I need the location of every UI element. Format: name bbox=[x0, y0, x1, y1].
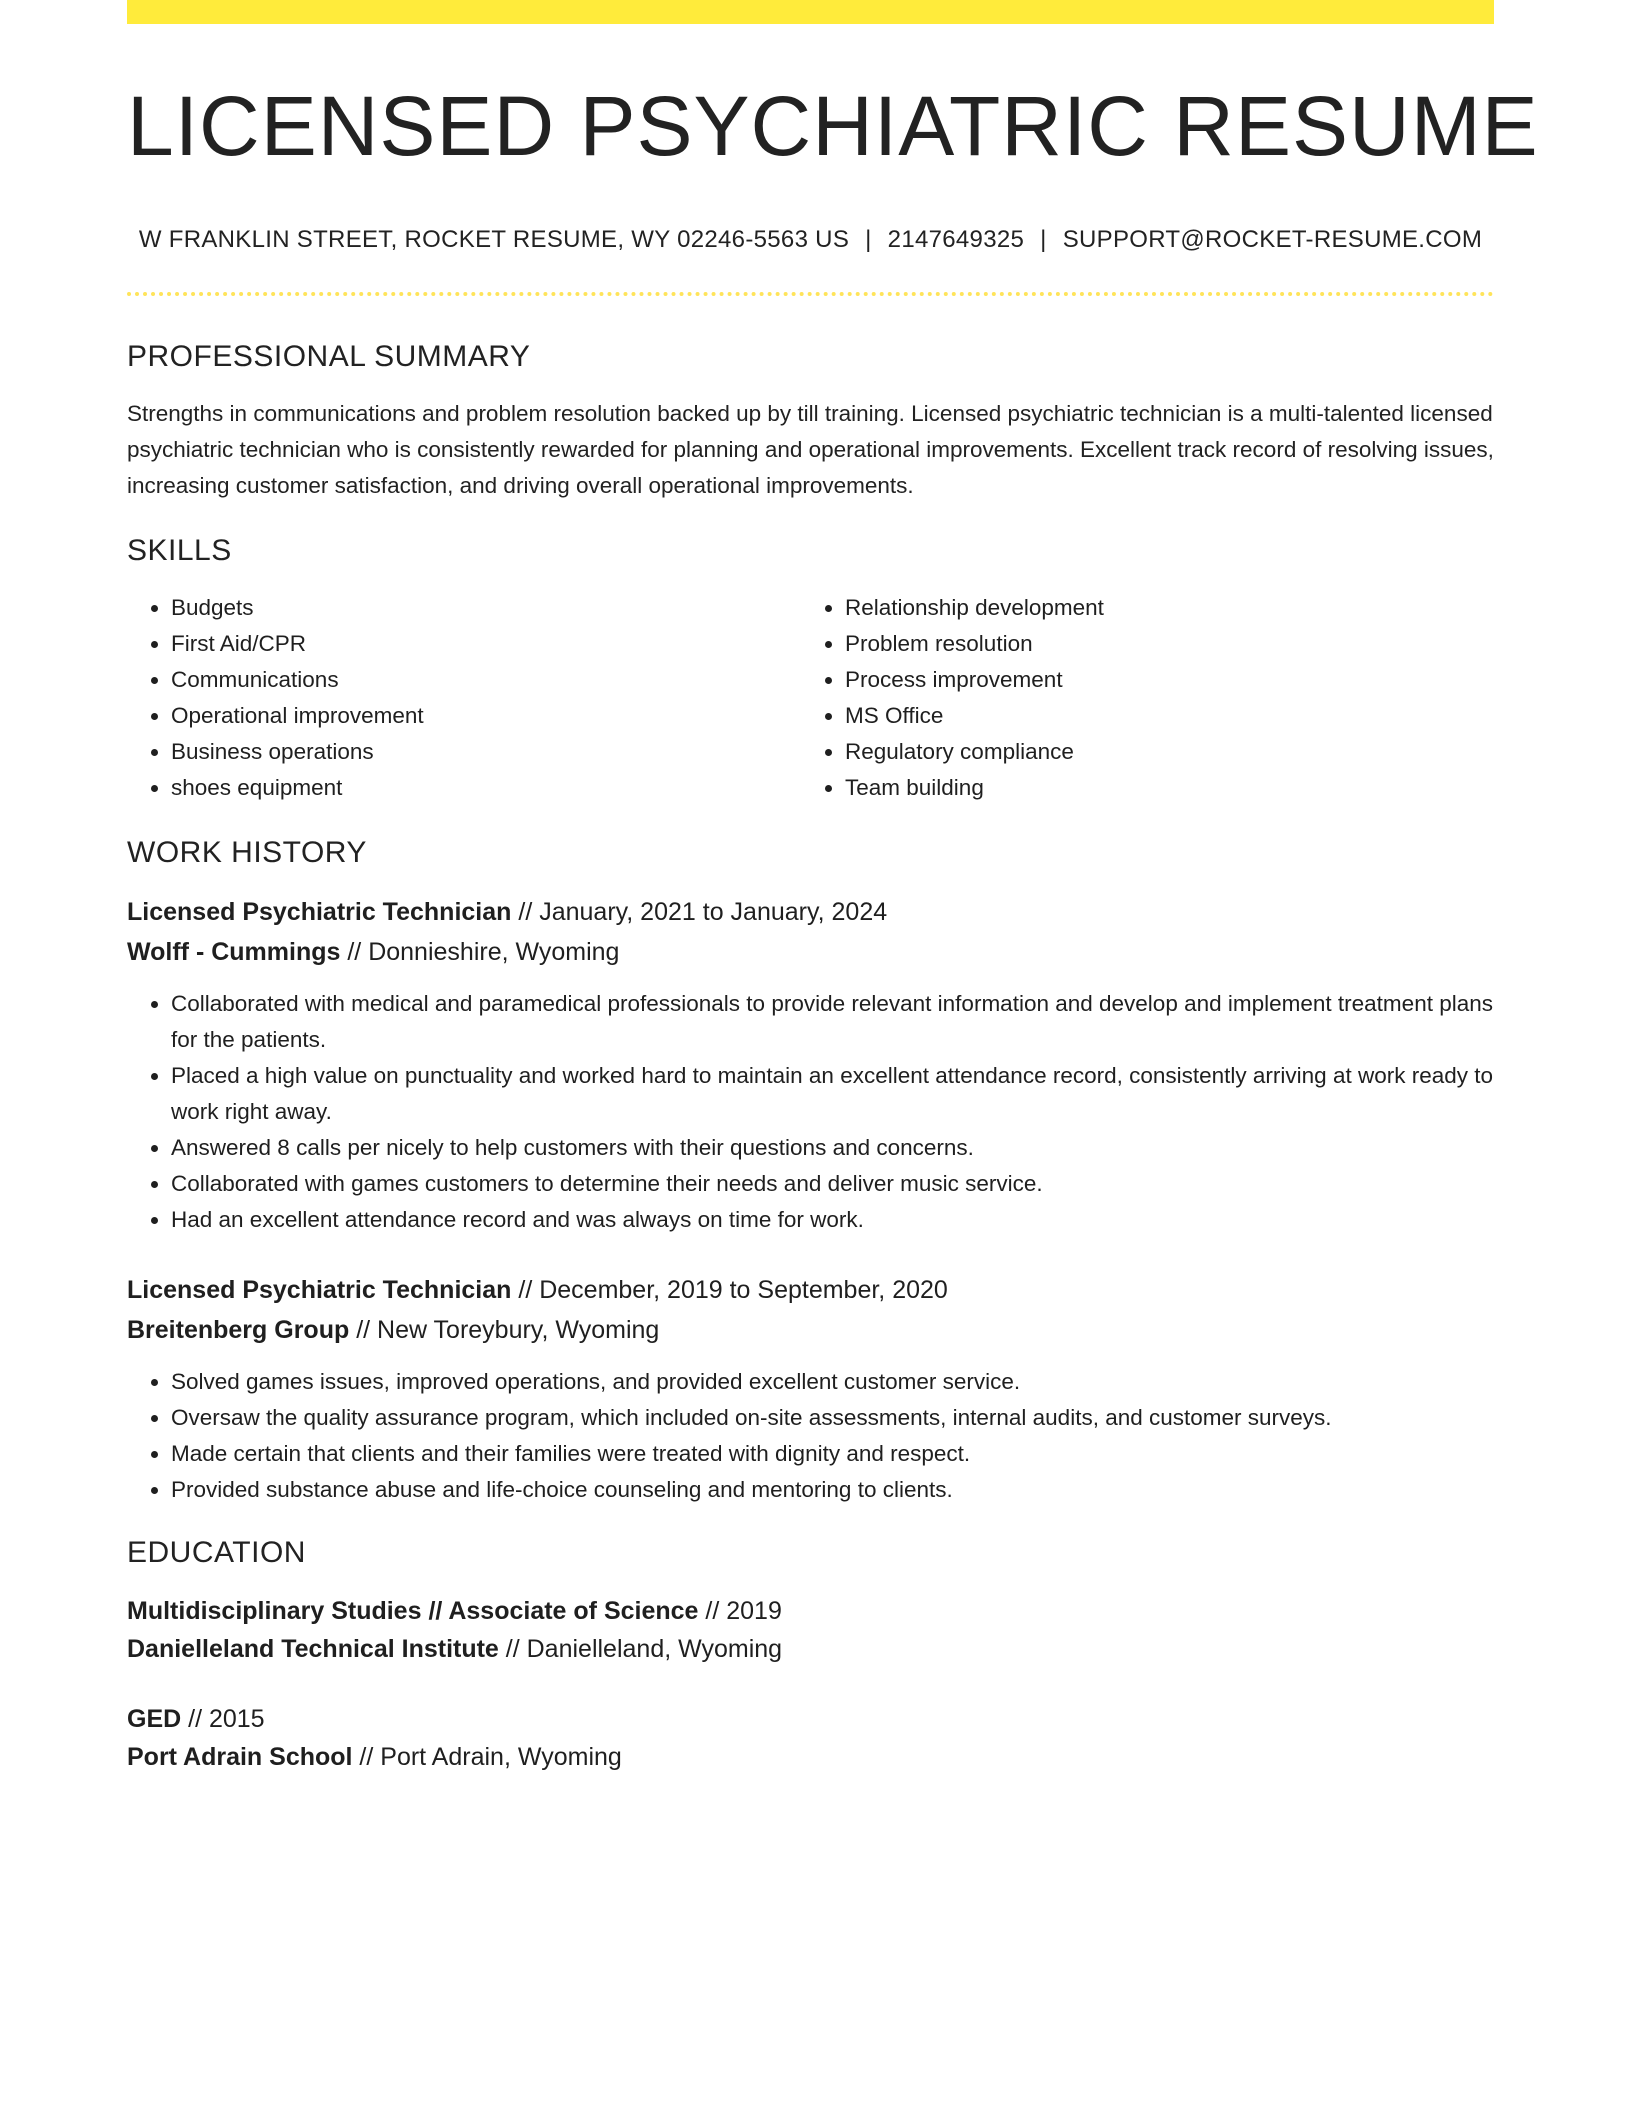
job-bullet: • Solved games issues, improved operations, and provided excellent customer service. bbox=[171, 1364, 1494, 1400]
job-company-line bbox=[127, 1310, 1494, 1350]
education-heading: EDUCATION bbox=[127, 1536, 306, 1569]
job-bullets bbox=[127, 986, 1494, 1238]
education-school-line bbox=[127, 1630, 1494, 1668]
job-role-line bbox=[127, 1270, 1494, 1310]
job-location: // Donnieshire, Wyoming bbox=[340, 938, 620, 966]
skill-item: • MS Office bbox=[845, 698, 1475, 734]
education-year: // 2015 bbox=[181, 1705, 265, 1733]
skill-item: • shoes equipment bbox=[171, 770, 801, 806]
education-location: // Danielleland, Wyoming bbox=[498, 1635, 783, 1663]
summary-text: Strengths in communications and problem resolution backed up by till training. Licensed psychiatric technician is a multi-talented licensed psychiatric technician who is consistently rewarded for planning and operational improvements. Excellent track record of resolving issues, increasing customer satisfaction, and driving overall operational improvements. bbox=[127, 401, 1494, 498]
education-degree: Multidisciplinary Studies // Associate of Science bbox=[127, 1597, 699, 1625]
job-company-line bbox=[127, 932, 1494, 972]
skill-item: • Communications bbox=[171, 662, 801, 698]
dotted-divider bbox=[127, 292, 1494, 296]
job-bullet: • Placed a high value on punctuality and worked hard to maintain an excellent attendance record, consistently arriving at work ready to work right away. bbox=[171, 1058, 1494, 1130]
job-bullets bbox=[127, 1364, 1494, 1508]
job-role: Licensed Psychiatric Technician bbox=[127, 898, 512, 926]
education-degree-line bbox=[127, 1700, 1494, 1738]
skill-item: • First Aid/CPR bbox=[171, 626, 801, 662]
skill-item: • Relationship development bbox=[845, 590, 1475, 626]
contact-email: SUPPORT@ROCKET-RESUME.COM bbox=[1062, 226, 1483, 253]
job-bullet: • Collaborated with games customers to determine their needs and deliver music service. bbox=[171, 1166, 1494, 1202]
job-location: // New Toreybury, Wyoming bbox=[349, 1316, 660, 1344]
job-role: Licensed Psychiatric Technician bbox=[127, 1276, 512, 1304]
resume-title: LICENSED PSYCHIATRIC RESUME bbox=[127, 79, 1539, 173]
contact-phone: 2147649325 bbox=[887, 226, 1025, 253]
job-entry bbox=[127, 1270, 1494, 1508]
education-degree: GED bbox=[127, 1705, 182, 1733]
job-bullet: • Oversaw the quality assurance program, which included on-site assessments, internal audits, and customer surveys. bbox=[171, 1400, 1494, 1436]
work-history-heading: WORK HISTORY bbox=[127, 836, 367, 869]
resume-page bbox=[127, 0, 1539, 1776]
job-dates: // December, 2019 to September, 2020 bbox=[511, 1276, 948, 1304]
skill-item: • Business operations bbox=[171, 734, 801, 770]
education-entry bbox=[127, 1592, 1494, 1668]
skills-heading: SKILLS bbox=[127, 534, 232, 567]
top-accent-bar bbox=[127, 0, 1494, 24]
job-company: Breitenberg Group bbox=[127, 1316, 350, 1344]
education-school-line bbox=[127, 1738, 1494, 1776]
skill-item: • Operational improvement bbox=[171, 698, 801, 734]
skill-item: • Team building bbox=[845, 770, 1475, 806]
education-school: Danielleland Technical Institute bbox=[127, 1635, 499, 1663]
education-location: // Port Adrain, Wyoming bbox=[352, 1743, 622, 1771]
job-bullet: • Provided substance abuse and life-choice counseling and mentoring to clients. bbox=[171, 1472, 1494, 1508]
job-entry bbox=[127, 892, 1494, 1238]
skills-right-list bbox=[801, 590, 1475, 806]
education-school: Port Adrain School bbox=[127, 1743, 353, 1771]
contact-separator: | bbox=[865, 226, 872, 253]
job-bullet: • Made certain that clients and their families were treated with dignity and respect. bbox=[171, 1436, 1494, 1472]
contact-separator: | bbox=[1040, 226, 1047, 253]
summary-heading: PROFESSIONAL SUMMARY bbox=[127, 340, 531, 373]
skill-item: • Regulatory compliance bbox=[845, 734, 1475, 770]
contact-address: W FRANKLIN STREET, ROCKET RESUME, WY 02246-5563 US bbox=[138, 226, 850, 253]
skill-item: • Process improvement bbox=[845, 662, 1475, 698]
job-dates: // January, 2021 to January, 2024 bbox=[511, 898, 888, 926]
skills-left-list bbox=[127, 590, 801, 806]
skill-item: • Budgets bbox=[171, 590, 801, 626]
skills-grid bbox=[127, 590, 1494, 806]
contact-line bbox=[127, 226, 1494, 254]
job-bullet: • Had an excellent attendance record and was always on time for work. bbox=[171, 1202, 1494, 1238]
skill-item: • Problem resolution bbox=[845, 626, 1475, 662]
job-bullet: • Collaborated with medical and paramedical professionals to provide relevant information and develop and implement treatment plans for the patients. bbox=[171, 986, 1494, 1058]
job-company: Wolff - Cummings bbox=[127, 938, 341, 966]
job-bullet: • Answered 8 calls per nicely to help customers with their questions and concerns. bbox=[171, 1130, 1494, 1166]
job-role-line bbox=[127, 892, 1494, 932]
education-entry bbox=[127, 1700, 1494, 1776]
education-year: // 2019 bbox=[698, 1597, 782, 1625]
education-degree-line bbox=[127, 1592, 1494, 1630]
